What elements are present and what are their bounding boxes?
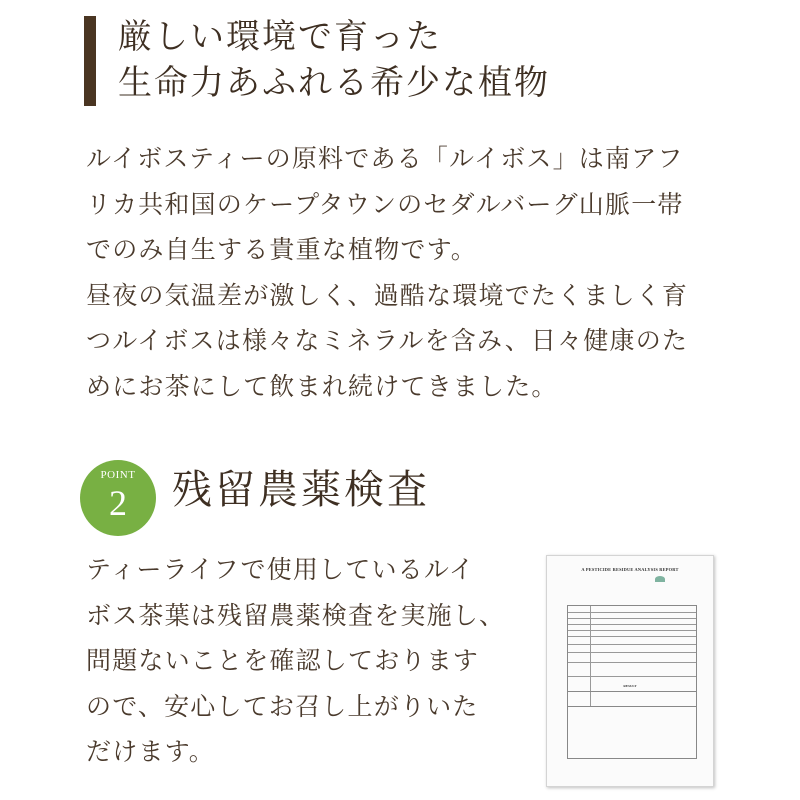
table-rule bbox=[568, 636, 696, 637]
table-rule bbox=[568, 612, 696, 613]
intro-line: つルイボスは様々なミネラルを含み、日々健康のた bbox=[86, 326, 689, 355]
report-result-box bbox=[567, 691, 697, 759]
pesticide-line: だけます。 bbox=[86, 737, 216, 766]
table-rule bbox=[568, 676, 696, 677]
heading-line-1: 厳しい環境で育った bbox=[118, 17, 442, 57]
section-heading bbox=[84, 14, 744, 106]
pesticide-line: 問題ないことを確認しております bbox=[86, 646, 480, 675]
report-title: A PESTICIDE RESIDUE ANALYSIS REPORT bbox=[581, 567, 679, 572]
point-label: POINT bbox=[100, 469, 136, 481]
table-rule bbox=[568, 630, 696, 631]
pesticide-line: ティーライフで使用しているルイ bbox=[86, 555, 476, 584]
lab-logo-icon bbox=[655, 576, 665, 582]
report-result-label: RESULT bbox=[623, 684, 637, 688]
table-rule bbox=[568, 662, 696, 663]
point-title: 残留農薬検査 bbox=[172, 467, 430, 513]
heading-line-2: 生命力あふれる希少な植物 bbox=[118, 63, 550, 103]
table-rule bbox=[568, 618, 696, 619]
intro-line: めにお茶にして飲まれ続けてきました。 bbox=[86, 371, 558, 401]
pesticide-paragraph bbox=[86, 547, 526, 775]
point-number: 2 bbox=[109, 483, 127, 523]
table-rule bbox=[568, 624, 696, 625]
intro-paragraph bbox=[86, 136, 736, 409]
heading-title bbox=[118, 14, 550, 106]
analysis-report-image bbox=[546, 555, 714, 787]
intro-line: 昼夜の気温差が激しく、過酷な環境でたくましく育 bbox=[86, 280, 689, 310]
intro-line: ルイボスティーの原料である「ルイボス」は南アフ bbox=[86, 144, 684, 173]
pesticide-line: ので、安心してお召し上がりいた bbox=[86, 691, 479, 721]
heading-accent-bar bbox=[84, 16, 96, 106]
point-badge bbox=[80, 460, 156, 536]
intro-line: でのみ自生する貴重な植物です。 bbox=[86, 235, 478, 264]
table-rule bbox=[568, 652, 696, 653]
pesticide-line: ボス茶葉は残留農薬検査を実施し、 bbox=[86, 600, 506, 630]
intro-line: リカ共和国のケープタウンのセダルバーグ山脈一帯 bbox=[86, 189, 684, 219]
table-rule bbox=[568, 644, 696, 645]
